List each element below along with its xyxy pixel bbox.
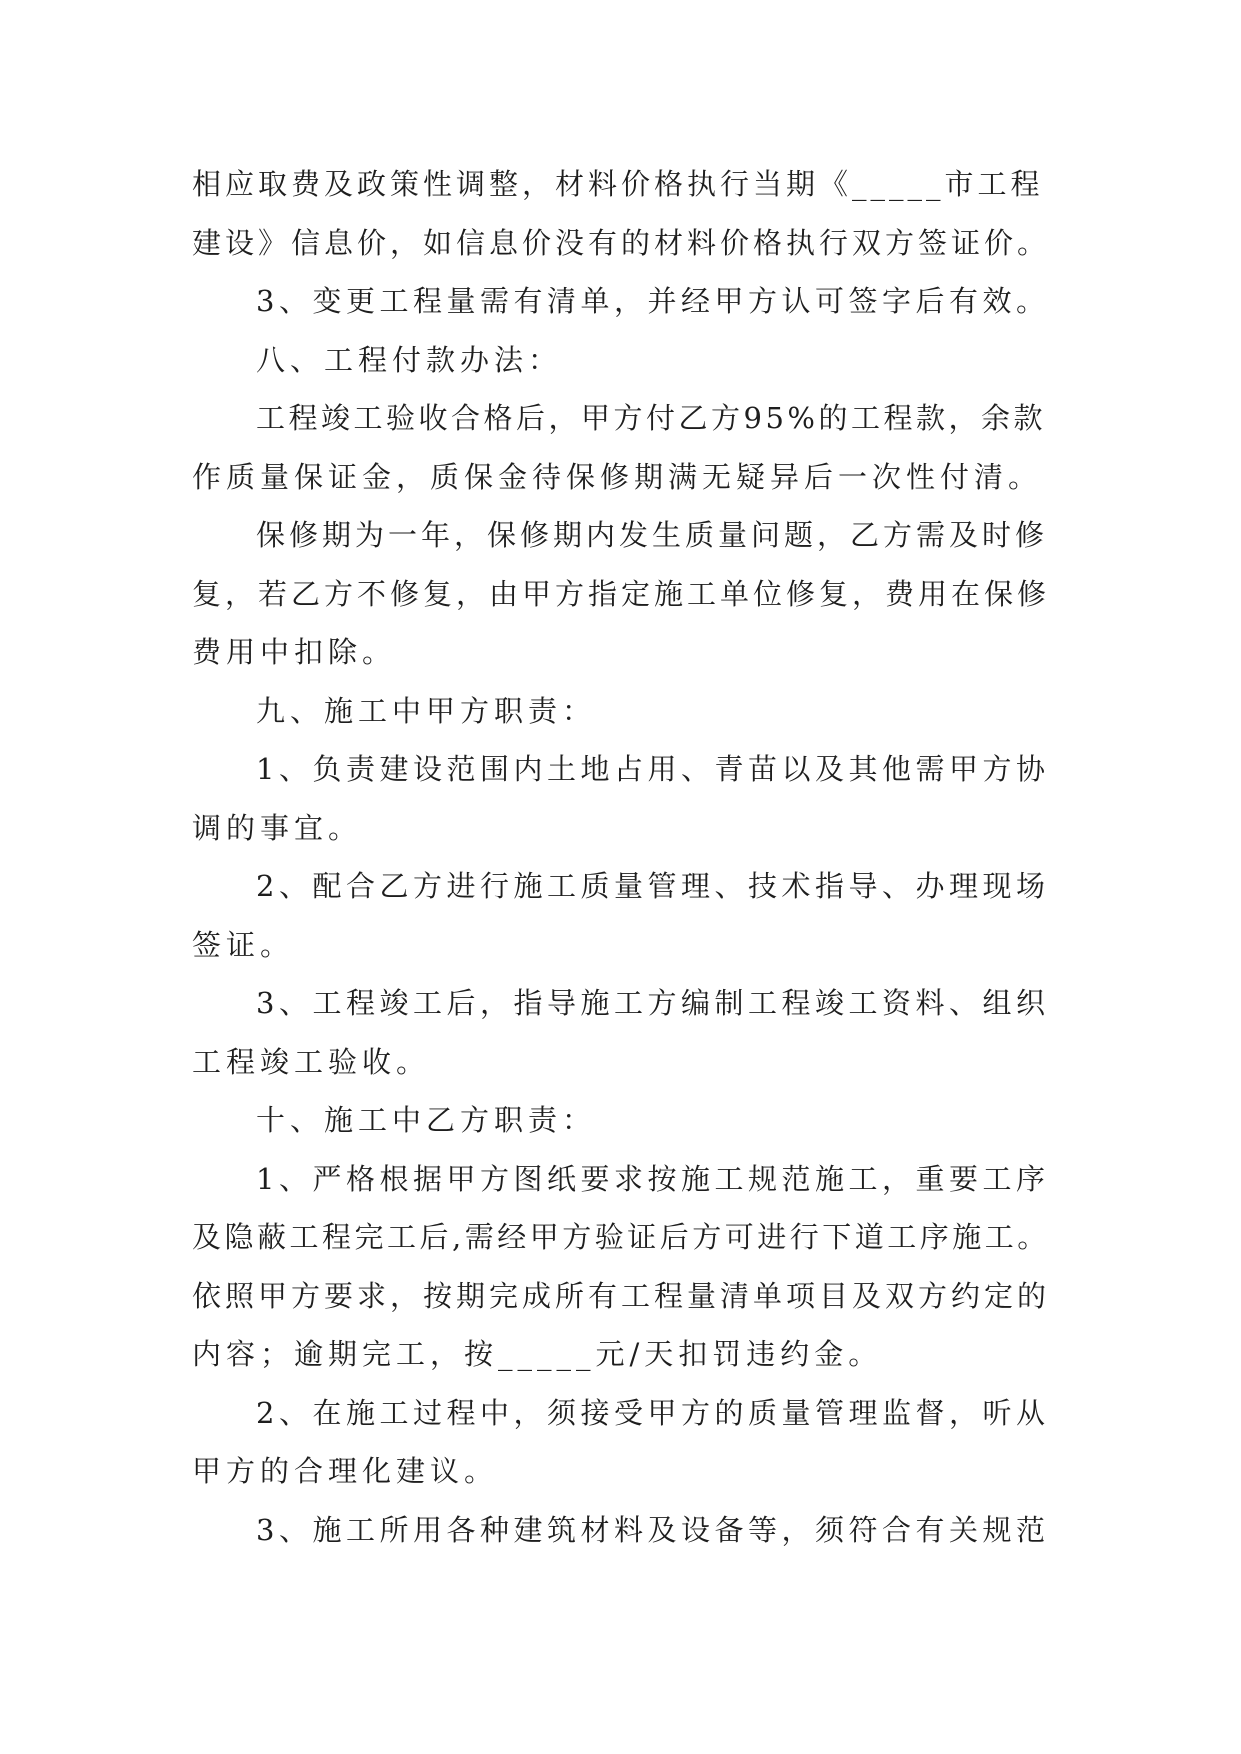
text-line: 3、施工所用各种建筑材料及设备等，须符合有关规范 (256, 1512, 1050, 1547)
text-line: 签证。 (192, 927, 295, 962)
text-line: 1、负责建设范围内土地占用、青苗以及其他需甲方协 (256, 752, 1050, 786)
text-line: 2、配合乙方进行施工质量管理、技术指导、办理现场 (256, 869, 1050, 903)
text-line: 工程竣工验收合格后，甲方付乙方95%的工程款，余款 (256, 401, 1046, 435)
text-line: 调的事宜。 (192, 810, 363, 845)
text-line: 相应取费及政策性调整，材料价格执行当期《_____市工程 (192, 167, 1044, 201)
document-page (192, 155, 1050, 1559)
text-line: 内容；逾期完工，按_____元/天扣罚违约金。 (192, 1337, 883, 1371)
section-heading: 九、施工中甲方职责： (256, 693, 597, 728)
text-line: 复，若乙方不修复，由甲方指定施工单位修复，费用在保修 (192, 576, 1051, 611)
section-heading: 八、工程付款办法： (256, 342, 563, 377)
text-line: 2、在施工过程中，须接受甲方的质量管理监督，听从 (256, 1395, 1050, 1430)
text-line: 工程竣工验收。 (192, 1044, 431, 1079)
text-line: 及隐蔽工程完工后,需经甲方验证后方可进行下道工序施工。 (192, 1220, 1050, 1254)
text-line: 1、严格根据甲方图纸要求按施工规范施工，重要工序 (256, 1161, 1050, 1196)
text-line: 甲方的合理化建议。 (192, 1454, 499, 1488)
section-heading: 十、施工中乙方职责： (256, 1103, 597, 1137)
text-line: 作质量保证金，质保金待保修期满无疑异后一次性付清。 (192, 459, 1043, 494)
text-line: 3、工程竣工后，指导施工方编制工程竣工资料、组织 (256, 986, 1050, 1020)
text-line: 依照甲方要求，按期完成所有工程量清单项目及双方约定的 (192, 1278, 1051, 1313)
text-line: 保修期为一年，保修期内发生质量问题，乙方需及时修 (256, 518, 1049, 552)
text-line: 费用中扣除。 (192, 635, 397, 669)
text-line: 建设》信息价，如信息价没有的材料价格执行双方签证价。 (192, 225, 1051, 260)
text-line: 3、变更工程量需有清单，并经甲方认可签字后有效。 (256, 284, 1050, 318)
